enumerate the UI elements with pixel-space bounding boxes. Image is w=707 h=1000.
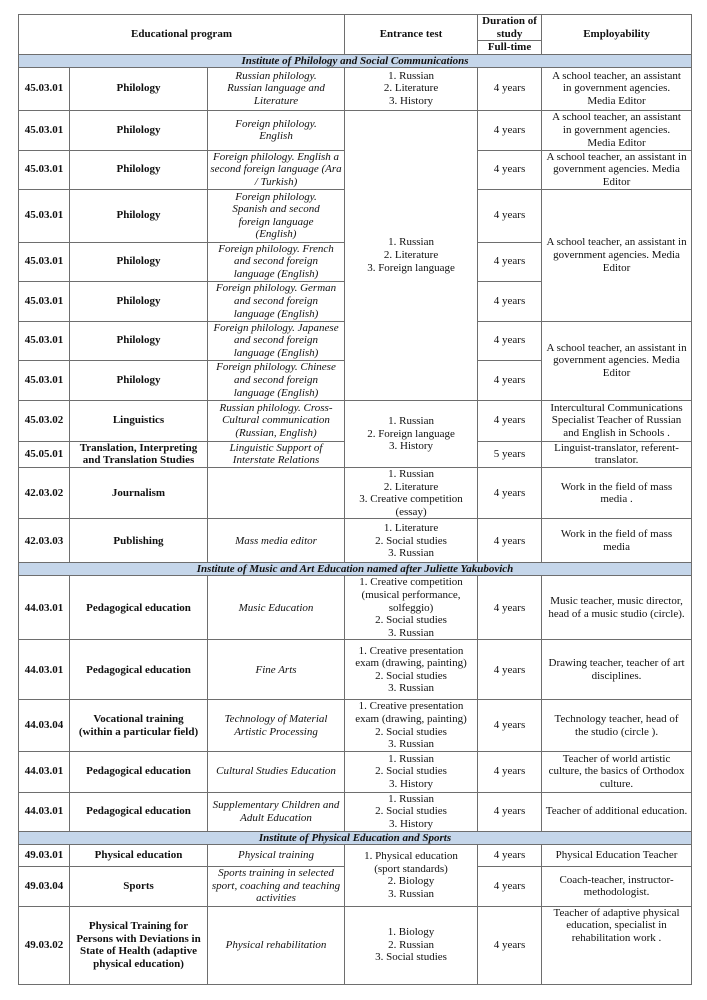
entrance-tests-line: 1. Russian bbox=[388, 752, 434, 765]
institute-title: Institute of Philology and Social Communications bbox=[19, 54, 692, 67]
entrance-tests-line: 3. Russian bbox=[388, 682, 434, 695]
entrance-tests-line: 1. Physical education bbox=[364, 850, 458, 862]
entrance-tests bbox=[345, 400, 478, 467]
employability bbox=[542, 189, 692, 321]
duration: 4 years bbox=[478, 360, 542, 400]
program-name: Physical education bbox=[70, 844, 208, 866]
program-profile-line: Fine Arts bbox=[255, 663, 297, 676]
table-row bbox=[19, 576, 692, 640]
employability-line: Work in the field of mass bbox=[560, 528, 673, 541]
program-code: 45.03.01 bbox=[19, 321, 70, 360]
program-profile bbox=[208, 189, 345, 242]
program-name: Pedagogical education bbox=[70, 640, 208, 700]
program-code: 44.03.01 bbox=[19, 640, 70, 700]
program-code: 45.03.01 bbox=[19, 242, 70, 281]
entrance-tests-line: 2. Social studies bbox=[375, 534, 447, 547]
program-profile-line: Foreign philology. bbox=[235, 117, 317, 130]
entrance-tests-line: 1. Creative competition bbox=[359, 576, 463, 589]
duration: 4 years bbox=[478, 519, 542, 563]
entrance-tests-line: exam (drawing, painting) bbox=[355, 712, 467, 725]
institute-band bbox=[19, 831, 692, 844]
program-profile-line: second foreign language (Ara bbox=[210, 163, 342, 176]
program-name-line: Persons with Deviations in bbox=[76, 932, 201, 945]
employability-line: government agencies. Media bbox=[553, 354, 680, 367]
entrance-tests bbox=[345, 792, 478, 831]
program-profile-line: sport, coaching and teaching bbox=[211, 879, 341, 892]
table-row bbox=[19, 751, 692, 792]
entrance-tests-line: 1. Russian bbox=[388, 236, 434, 249]
programs-table bbox=[18, 14, 692, 985]
table-body bbox=[19, 54, 692, 984]
program-name: Sports bbox=[70, 866, 208, 906]
entrance-tests bbox=[345, 110, 478, 400]
program-profile-line: and second foreign bbox=[234, 294, 318, 307]
employability-line: disciplines. bbox=[591, 669, 642, 682]
entrance-tests-line: 2. Literature bbox=[383, 480, 439, 493]
program-name-line: and Translation Studies bbox=[82, 454, 195, 467]
entrance-tests bbox=[345, 751, 478, 792]
entrance-tests-line: 3. Social studies bbox=[375, 951, 447, 964]
program-code: 45.03.01 bbox=[19, 281, 70, 321]
program-profile-line: language (English) bbox=[233, 386, 319, 399]
entrance-tests-line: 1. Creative presentation bbox=[358, 644, 464, 657]
employability-line: Editor bbox=[602, 261, 631, 274]
program-profile-line: Foreign philology. English a bbox=[212, 150, 340, 163]
program-code: 45.03.01 bbox=[19, 150, 70, 189]
entrance-tests-line: 3. Russian bbox=[388, 626, 434, 639]
entrance-tests-line: 2. Biology bbox=[387, 875, 435, 888]
employability-line: A school teacher, an assistant in bbox=[546, 150, 687, 163]
employability bbox=[542, 519, 692, 563]
employability bbox=[542, 576, 692, 640]
duration: 4 years bbox=[478, 866, 542, 906]
table-row bbox=[19, 844, 692, 866]
entrance-tests-line: 2. Social studies bbox=[375, 725, 447, 738]
program-profile bbox=[208, 467, 345, 518]
program-profile-line: Artistic Processing bbox=[234, 725, 318, 738]
entrance-tests-line: 1. Russian bbox=[388, 414, 434, 427]
program-code: 49.03.01 bbox=[19, 844, 70, 866]
entrance-tests bbox=[345, 700, 478, 751]
duration: 4 years bbox=[478, 150, 542, 189]
employability-line: methodologist. bbox=[583, 886, 650, 899]
institute-title: Institute of Physical Education and Sports bbox=[19, 831, 692, 844]
program-profile-line: (Russian, English) bbox=[235, 427, 317, 440]
employability-line: Work in the field of mass bbox=[560, 480, 673, 493]
employability-line: education, specialist in bbox=[566, 919, 667, 932]
employability-line: in government agencies. bbox=[562, 82, 671, 95]
entrance-tests bbox=[345, 519, 478, 563]
entrance-tests-line: 2. Social studies bbox=[375, 805, 447, 818]
entrance-tests-line: 3. Russian bbox=[388, 738, 434, 751]
entrance-tests-line: exam (drawing, painting) bbox=[355, 657, 467, 670]
entrance-tests-line: 2. Social studies bbox=[375, 765, 447, 778]
program-profile-line: and second foreign bbox=[234, 334, 318, 347]
employability-line: Intercultural Communications bbox=[550, 401, 683, 414]
duration: 4 years bbox=[478, 906, 542, 984]
program-code: 45.03.01 bbox=[19, 360, 70, 400]
program-code: 42.03.03 bbox=[19, 519, 70, 563]
program-profile-line: Mass media editor bbox=[235, 534, 317, 547]
employability-line: Teacher of adaptive physical bbox=[553, 906, 680, 919]
program-profile-line: / Turkish) bbox=[254, 176, 298, 189]
entrance-tests-line: 3. Creative competition bbox=[359, 493, 463, 506]
employability-line: Media Editor bbox=[587, 136, 646, 149]
program-profile bbox=[208, 700, 345, 751]
program-profile-line: Cultural Studies Education bbox=[216, 765, 336, 778]
institute-band bbox=[19, 54, 692, 67]
duration: 4 years bbox=[478, 400, 542, 441]
duration: 4 years bbox=[478, 467, 542, 518]
entrance-tests-line: 2. Foreign language bbox=[367, 427, 455, 440]
employability bbox=[542, 751, 692, 792]
employability-line: rehabilitation work . bbox=[571, 931, 662, 944]
header-duration: Duration of study bbox=[478, 15, 542, 41]
entrance-tests-line: (essay) bbox=[395, 505, 427, 518]
program-name bbox=[70, 441, 208, 467]
duration: 4 years bbox=[478, 844, 542, 866]
program-profile-line: Cultural communication bbox=[222, 414, 330, 427]
institute-band bbox=[19, 563, 692, 576]
table-row bbox=[19, 700, 692, 751]
program-code: 44.03.01 bbox=[19, 576, 70, 640]
program-name: Pedagogical education bbox=[70, 751, 208, 792]
header-employability: Employability bbox=[542, 15, 692, 55]
duration: 4 years bbox=[478, 242, 542, 281]
employability-line: Coach-teacher, instructor- bbox=[559, 873, 674, 886]
employability-line: head of a music studio (circle). bbox=[548, 607, 685, 620]
employability bbox=[542, 792, 692, 831]
employability-line: Teacher of world artistic bbox=[562, 752, 671, 765]
program-code: 42.03.02 bbox=[19, 467, 70, 518]
program-code: 45.05.01 bbox=[19, 441, 70, 467]
employability-line: Teacher of additional education. bbox=[545, 805, 688, 818]
program-name-line: Vocational training bbox=[93, 712, 184, 725]
employability-line: Technology teacher, head of bbox=[554, 712, 679, 725]
duration: 4 years bbox=[478, 67, 542, 110]
employability-line: media bbox=[603, 540, 630, 553]
program-profile bbox=[208, 110, 345, 150]
program-name: Philology bbox=[70, 242, 208, 281]
employability-line: government agencies. Media bbox=[553, 163, 680, 176]
employability-line: translator. bbox=[594, 454, 639, 467]
entrance-tests-line: 2. Social studies bbox=[375, 669, 447, 682]
program-name: Philology bbox=[70, 321, 208, 360]
entrance-tests bbox=[345, 640, 478, 700]
table-row bbox=[19, 400, 692, 441]
program-profile-line: and second foreign bbox=[234, 255, 318, 268]
entrance-tests-line: 1. Russian bbox=[388, 792, 434, 805]
table-row bbox=[19, 792, 692, 831]
entrance-tests-line: 1. Russian bbox=[388, 467, 434, 480]
program-profile-line: Russian philology. Cross- bbox=[219, 401, 333, 414]
employability bbox=[542, 67, 692, 110]
employability-line: A school teacher, an assistant bbox=[552, 69, 681, 82]
program-profile-line: activities bbox=[256, 892, 296, 905]
program-profile bbox=[208, 866, 345, 906]
program-code: 45.03.01 bbox=[19, 189, 70, 242]
entrance-tests-line: 3. History bbox=[389, 817, 434, 830]
program-code: 49.03.02 bbox=[19, 906, 70, 984]
entrance-tests-line: 3. Russian bbox=[388, 887, 434, 900]
program-profile bbox=[208, 360, 345, 400]
duration: 4 years bbox=[478, 700, 542, 751]
program-profile bbox=[208, 576, 345, 640]
entrance-tests-line: 2. Literature bbox=[383, 248, 439, 261]
table-row bbox=[19, 67, 692, 110]
program-profile bbox=[208, 906, 345, 984]
table-row bbox=[19, 906, 692, 984]
program-profile-line: language (English) bbox=[233, 347, 319, 360]
institute-title: Institute of Music and Art Education named after Juliette Yakubovich bbox=[19, 563, 692, 576]
program-profile-line: (English) bbox=[255, 228, 297, 241]
entrance-tests-line: (musical performance, bbox=[361, 588, 461, 601]
employability-line: A school teacher, an assistant bbox=[552, 111, 681, 124]
entrance-tests-line: 2. Russian bbox=[388, 938, 434, 951]
program-profile-line: and second foreign bbox=[234, 373, 318, 386]
duration: 4 years bbox=[478, 576, 542, 640]
header-entrance-test: Entrance test bbox=[345, 15, 478, 55]
employability-line: Linguist-translator, referent- bbox=[554, 441, 679, 454]
entrance-tests-line: 2. Social studies bbox=[375, 614, 447, 627]
program-name: Philology bbox=[70, 67, 208, 110]
program-name: Linguistics bbox=[70, 400, 208, 441]
program-code: 44.03.01 bbox=[19, 792, 70, 831]
employability bbox=[542, 321, 692, 400]
program-name: Journalism bbox=[70, 467, 208, 518]
program-code: 45.03.01 bbox=[19, 110, 70, 150]
program-profile-line: Technology of Material bbox=[224, 712, 328, 725]
program-profile bbox=[208, 281, 345, 321]
program-code: 44.03.01 bbox=[19, 751, 70, 792]
employability-line: culture, the basics of Orthodox bbox=[548, 765, 685, 778]
program-profile-line: Spanish and second bbox=[232, 203, 320, 216]
employability bbox=[542, 400, 692, 441]
program-profile bbox=[208, 242, 345, 281]
table-row bbox=[19, 110, 692, 150]
program-name-line: (within a particular field) bbox=[78, 725, 199, 738]
program-profile-line: Physical training bbox=[237, 848, 315, 861]
program-name: Pedagogical education bbox=[70, 792, 208, 831]
program-name: Philology bbox=[70, 281, 208, 321]
employability bbox=[542, 906, 692, 984]
employability bbox=[542, 844, 692, 866]
entrance-tests-line: 3. History bbox=[389, 440, 434, 453]
employability-line: and English in Schools . bbox=[563, 427, 670, 440]
duration: 4 years bbox=[478, 792, 542, 831]
employability bbox=[542, 640, 692, 700]
program-profile-line: language (English) bbox=[233, 307, 319, 320]
program-name-line: physical education) bbox=[93, 957, 184, 970]
entrance-tests-line: 1. Russian bbox=[388, 69, 434, 82]
program-profile-line: foreign language bbox=[238, 215, 314, 228]
employability-line: media . bbox=[600, 493, 633, 506]
program-name: Philology bbox=[70, 110, 208, 150]
program-code: 45.03.01 bbox=[19, 67, 70, 110]
entrance-tests-line: 3. History bbox=[389, 777, 434, 790]
program-profile bbox=[208, 640, 345, 700]
duration: 5 years bbox=[478, 441, 542, 467]
program-profile-line: Interstate Relations bbox=[232, 454, 320, 467]
employability-line: Media Editor bbox=[587, 95, 646, 108]
program-profile bbox=[208, 441, 345, 467]
employability-line: government agencies. Media bbox=[553, 248, 680, 261]
program-profile-line: Literature bbox=[253, 95, 299, 108]
employability-line: Physical Education Teacher bbox=[555, 848, 678, 861]
table-row bbox=[19, 640, 692, 700]
program-profile-line: language (English) bbox=[233, 268, 319, 281]
program-profile-line: Foreign philology. bbox=[235, 190, 317, 203]
entrance-tests bbox=[345, 576, 478, 640]
program-profile-line: Supplementary Children and bbox=[212, 799, 340, 812]
entrance-tests bbox=[345, 906, 478, 984]
program-profile bbox=[208, 321, 345, 360]
duration: 4 years bbox=[478, 751, 542, 792]
entrance-tests-line: 1. Literature bbox=[383, 521, 439, 534]
employability bbox=[542, 150, 692, 189]
program-name: Pedagogical education bbox=[70, 576, 208, 640]
program-profile bbox=[208, 844, 345, 866]
program-profile-line: Linguistic Support of bbox=[229, 441, 323, 454]
employability bbox=[542, 467, 692, 518]
entrance-tests bbox=[345, 467, 478, 518]
program-profile-line: Foreign philology. German bbox=[215, 282, 337, 295]
entrance-tests-line: (sport standards) bbox=[374, 862, 448, 875]
duration: 4 years bbox=[478, 110, 542, 150]
employability bbox=[542, 441, 692, 467]
employability-line: the studio (circle ). bbox=[574, 725, 659, 738]
employability-line: Editor bbox=[602, 176, 631, 189]
entrance-tests-line: 1. Creative presentation bbox=[358, 700, 464, 713]
program-profile bbox=[208, 150, 345, 189]
program-name-line: Physical Training for bbox=[88, 920, 189, 932]
entrance-tests bbox=[345, 67, 478, 110]
duration: 4 years bbox=[478, 281, 542, 321]
employability-line: A school teacher, an assistant in bbox=[546, 341, 687, 354]
employability-line: Editor bbox=[602, 367, 631, 380]
entrance-tests-line: solfeggio) bbox=[388, 601, 434, 614]
program-profile-line: Russian philology. bbox=[235, 69, 317, 82]
employability-line: Drawing teacher, teacher of art bbox=[548, 657, 685, 670]
duration: 4 years bbox=[478, 640, 542, 700]
program-name bbox=[70, 906, 208, 984]
program-name bbox=[70, 700, 208, 751]
program-name: Publishing bbox=[70, 519, 208, 563]
header-educational-program: Educational program bbox=[19, 15, 345, 55]
entrance-tests-line: 1. Biology bbox=[387, 926, 435, 939]
employability-line: culture. bbox=[599, 777, 634, 790]
employability bbox=[542, 700, 692, 751]
program-profile-line: Foreign philology. French bbox=[218, 242, 334, 255]
program-profile-line: Foreign philology. Chinese bbox=[216, 361, 336, 374]
program-name: Philology bbox=[70, 360, 208, 400]
program-profile bbox=[208, 519, 345, 563]
header-full-time: Full-time bbox=[478, 41, 542, 55]
employability-line: Music teacher, music director, bbox=[550, 595, 683, 608]
table-row bbox=[19, 519, 692, 563]
program-code: 44.03.04 bbox=[19, 700, 70, 751]
program-code: 49.03.04 bbox=[19, 866, 70, 906]
program-profile-line: English bbox=[259, 130, 293, 143]
program-name: Philology bbox=[70, 189, 208, 242]
table-row bbox=[19, 467, 692, 518]
program-profile-line: Adult Education bbox=[240, 811, 312, 824]
employability bbox=[542, 866, 692, 906]
employability-line: in government agencies. bbox=[562, 123, 671, 136]
entrance-tests-line: 3. History bbox=[389, 95, 434, 108]
program-profile bbox=[208, 400, 345, 441]
entrance-tests-line: 3. Russian bbox=[388, 547, 434, 560]
employability bbox=[542, 110, 692, 150]
program-profile-line: Russian language and bbox=[227, 82, 325, 95]
program-profile bbox=[208, 792, 345, 831]
program-profile-line: Music Education bbox=[238, 601, 314, 614]
program-profile bbox=[208, 67, 345, 110]
program-name-line: State of Health (adaptive bbox=[79, 945, 197, 958]
employability-line: A school teacher, an assistant in bbox=[546, 236, 687, 249]
program-profile-line: Physical rehabilitation bbox=[225, 938, 327, 951]
program-name: Philology bbox=[70, 150, 208, 189]
entrance-tests-line: 2. Literature bbox=[383, 82, 439, 95]
entrance-tests bbox=[345, 844, 478, 906]
employability-line: Specialist Teacher of Russian bbox=[551, 414, 682, 427]
program-profile-line: Sports training in selected bbox=[218, 867, 334, 880]
duration: 4 years bbox=[478, 321, 542, 360]
duration: 4 years bbox=[478, 189, 542, 242]
program-profile-line: Foreign philology. Japanese bbox=[213, 321, 339, 334]
program-profile bbox=[208, 751, 345, 792]
entrance-tests-line: 3. Foreign language bbox=[367, 261, 455, 274]
program-code: 45.03.02 bbox=[19, 400, 70, 441]
program-name-line: Translation, Interpreting bbox=[79, 441, 198, 454]
